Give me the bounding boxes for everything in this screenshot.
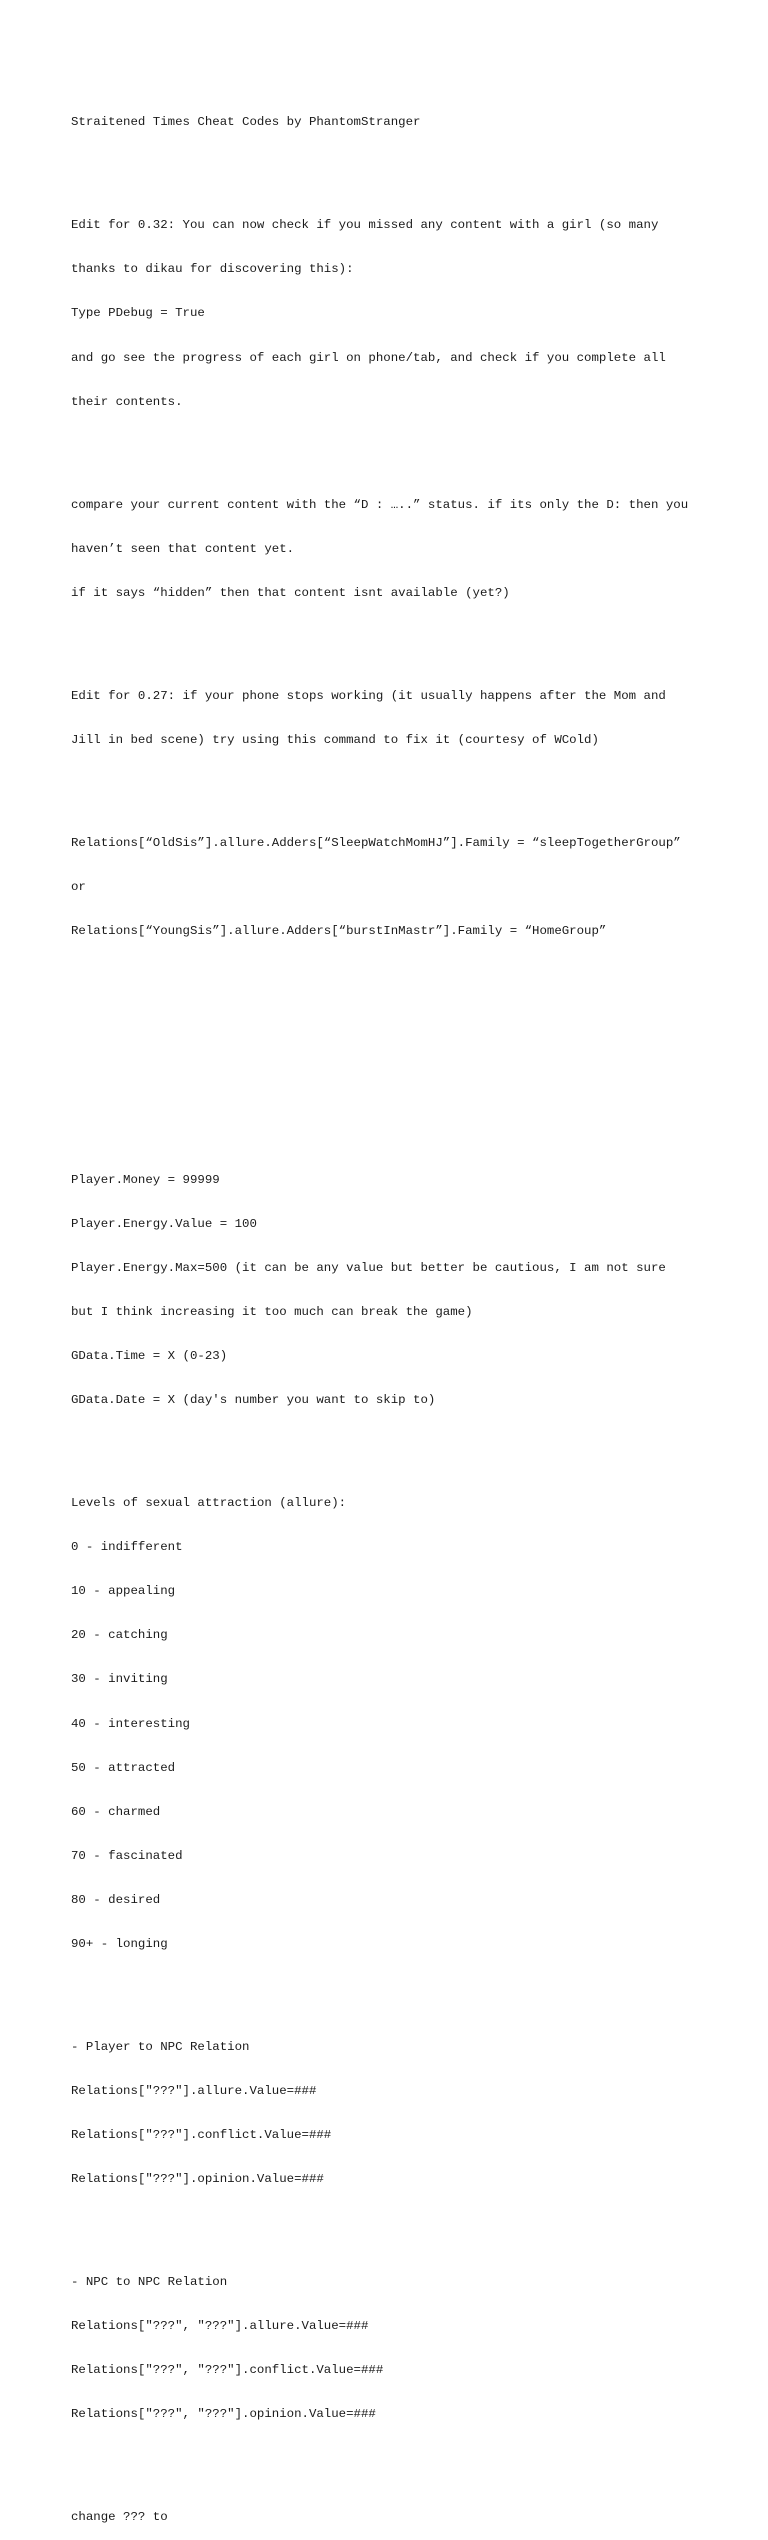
compare-line: haven’t seen that content yet. <box>71 541 295 556</box>
edit-032-line: thanks to dikau for discovering this): <box>71 262 354 277</box>
level-item: 80 - desired <box>71 1892 161 1907</box>
spacer <box>71 630 731 645</box>
npc-npc-line: Relations["???", "???"].opinion.Value=### <box>71 2407 376 2422</box>
spacer <box>71 1437 731 1452</box>
level-item: 50 - attracted <box>71 1760 176 1775</box>
player-command-line: Player.Energy.Max=500 (it can be any value but better be cautious, I am not sure <box>71 1260 666 1275</box>
spacer <box>71 2216 731 2231</box>
player-command-line: Player.Energy.Value = 100 <box>71 1216 257 1231</box>
level-item: 40 - interesting <box>71 1716 190 1731</box>
fix-command-line: Relations[“OldSis”].allure.Adders[“SleepWatchMomHJ”].Family = “sleepTogetherGroup” <box>71 835 681 850</box>
edit-027-line: Jill in bed scene) try using this command to fix it (courtesy of WCold) <box>71 732 599 747</box>
npc-npc-line: Relations["???", "???"].allure.Value=### <box>71 2319 369 2334</box>
spacer <box>71 1981 731 1996</box>
level-item: 60 - charmed <box>71 1804 161 1819</box>
section-gap <box>71 983 731 1129</box>
spacer <box>71 439 731 454</box>
fix-command-line: or <box>71 879 86 894</box>
compare-line: compare your current content with the “D : …..” status. if its only the D: then you <box>71 497 689 512</box>
edit-027-line: Edit for 0.27: if your phone stops working (it usually happens after the Mom and <box>71 688 666 703</box>
player-npc-line: - Player to NPC Relation <box>71 2039 250 2054</box>
player-npc-line: Relations["???"].conflict.Value=### <box>71 2128 332 2143</box>
spacer <box>71 2451 731 2466</box>
level-item: 90+ - longing <box>71 1937 168 1952</box>
spacer <box>71 160 731 175</box>
level-item: 70 - fascinated <box>71 1848 183 1863</box>
level-item: 20 - catching <box>71 1628 168 1643</box>
edit-032-line: and go see the progress of each girl on phone/tab, and check if you complete all <box>71 350 666 365</box>
fix-command-line: Relations[“YoungSis”].allure.Adders[“burstInMastr”].Family = “HomeGroup” <box>71 923 607 938</box>
footer-line: change ??? to <box>71 2510 168 2525</box>
npc-npc-line: - NPC to NPC Relation <box>71 2275 228 2290</box>
edit-032-line: Edit for 0.32: You can now check if you missed any content with a girl (so many <box>71 218 659 233</box>
npc-npc-line: Relations["???", "???"].conflict.Value=### <box>71 2363 384 2378</box>
edit-032-line: their contents. <box>71 394 183 409</box>
level-item: 0 - indifferent <box>71 1540 183 1555</box>
player-command-line: GData.Date = X (day's number you want to skip to) <box>71 1393 436 1408</box>
player-npc-line: Relations["???"].allure.Value=### <box>71 2084 317 2098</box>
compare-line: if it says “hidden” then that content isnt available (yet?) <box>71 585 510 600</box>
player-command-line: GData.Time = X (0-23) <box>71 1349 228 1364</box>
document-title: Straitened Times Cheat Codes by PhantomStranger <box>71 115 421 130</box>
player-npc-line: Relations["???"].opinion.Value=### <box>71 2172 324 2187</box>
edit-032-line: Type PDebug = True <box>71 306 205 321</box>
player-command-line: Player.Money = 99999 <box>71 1172 220 1187</box>
document-page <box>71 86 731 2540</box>
player-command-line: but I think increasing it too much can break the game) <box>71 1305 473 1319</box>
level-item: 10 - appealing <box>71 1584 176 1599</box>
levels-heading: Levels of sexual attraction (allure): <box>71 1496 347 1511</box>
level-item: 30 - inviting <box>71 1672 168 1687</box>
spacer <box>71 777 731 792</box>
